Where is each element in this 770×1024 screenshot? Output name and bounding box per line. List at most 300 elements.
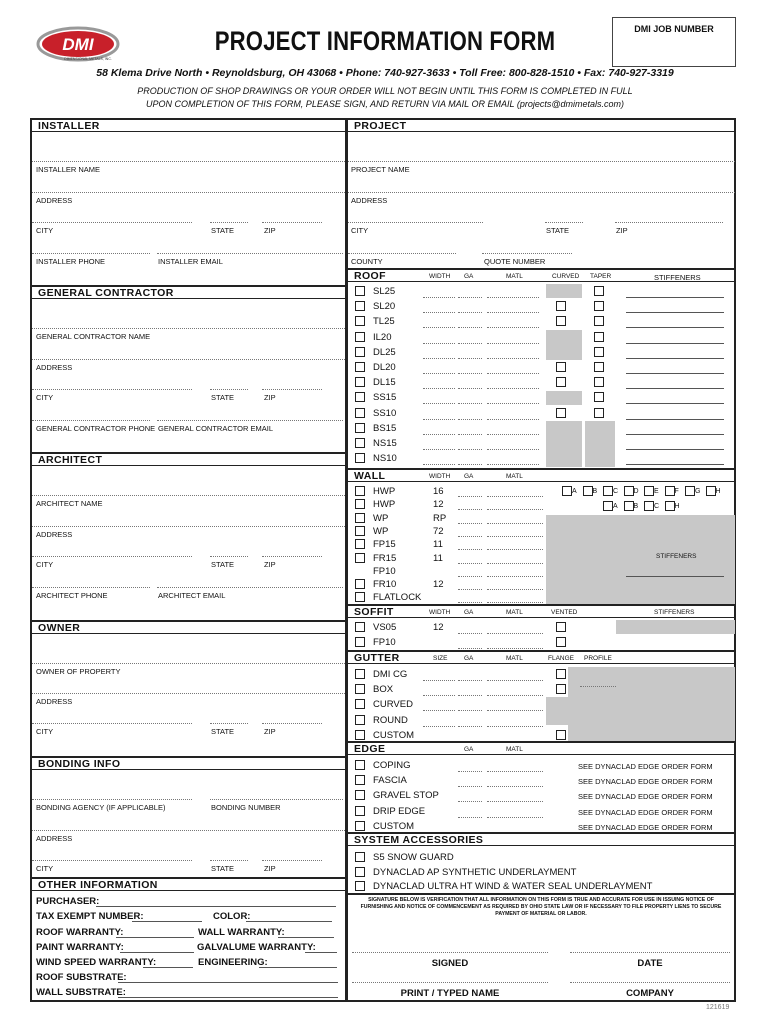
- roof-il20-checkbox[interactable]: [355, 332, 365, 342]
- edge-ga-line[interactable]: [458, 801, 482, 802]
- roof-width-line[interactable]: [423, 373, 455, 374]
- logo-text: DMI: [62, 35, 94, 54]
- edge-gravel-stop-checkbox[interactable]: [355, 790, 365, 800]
- edge-matl-line[interactable]: [487, 817, 543, 818]
- roof-ga-line[interactable]: [458, 312, 482, 313]
- bonding-zip-label: ZIP: [264, 864, 276, 873]
- gc-header: GENERAL CONTRACTOR: [32, 285, 345, 299]
- roof-width-line[interactable]: [423, 403, 455, 404]
- gutter-matl-line[interactable]: [487, 680, 543, 681]
- architect-name-label: ARCHITECT NAME: [36, 499, 103, 508]
- roof-ns10-checkbox[interactable]: [355, 453, 365, 463]
- wall-hwp16-option-a[interactable]: [562, 486, 572, 496]
- edge-col-ga: GA: [464, 746, 474, 753]
- soffit-ga-line[interactable]: [458, 633, 482, 634]
- installer-zip-label: ZIP: [264, 226, 276, 235]
- wall-ga-line[interactable]: [458, 523, 482, 524]
- architect-address-line[interactable]: [32, 526, 345, 527]
- bonding-agency-line[interactable]: [32, 799, 192, 800]
- architect-header: ARCHITECT: [32, 452, 345, 466]
- soffit-col-ga: GA: [464, 609, 474, 616]
- wall-ga-line[interactable]: [458, 509, 482, 510]
- installer-city-label: CITY: [36, 226, 54, 235]
- roof-matl-line[interactable]: [487, 358, 539, 359]
- soffit-col-width: WIDTH: [429, 609, 451, 616]
- gutter-shade-2: [546, 697, 568, 725]
- wall-wp-checkbox[interactable]: [355, 513, 365, 523]
- gutter-size-line[interactable]: [423, 726, 455, 727]
- roof-width-line[interactable]: [423, 312, 455, 313]
- bonding-zip-line[interactable]: [262, 860, 322, 861]
- signed-line[interactable]: [352, 952, 548, 953]
- architect-zip-line[interactable]: [262, 556, 322, 557]
- paint-warranty-line[interactable]: [120, 952, 194, 953]
- wall-substrate-line[interactable]: [118, 997, 338, 998]
- wall-fr10-checkbox[interactable]: [355, 579, 365, 589]
- roof-curved-checkbox[interactable]: [556, 301, 566, 311]
- architect-email-label: ARCHITECT EMAIL: [158, 591, 226, 600]
- roof-ss15-checkbox[interactable]: [355, 392, 365, 402]
- job-number-box[interactable]: [612, 17, 736, 67]
- roof-ga-line[interactable]: [458, 373, 482, 374]
- soffit-vs05-checkbox[interactable]: [355, 622, 365, 632]
- owner-address-line[interactable]: [32, 693, 345, 694]
- roof-stiffeners-line[interactable]: [626, 343, 724, 344]
- architect-address-label: ADDRESS: [36, 530, 73, 539]
- roof-stiffeners-line[interactable]: [626, 464, 724, 465]
- edge-drip-edge-checkbox[interactable]: [355, 806, 365, 816]
- soffit-matl-line[interactable]: [487, 633, 543, 634]
- gutter-ga-line[interactable]: [458, 710, 482, 711]
- wall-matl-line[interactable]: [487, 549, 543, 550]
- architect-email-line[interactable]: [157, 587, 343, 588]
- roof-curved-checkbox[interactable]: [556, 316, 566, 326]
- bonding-address-line[interactable]: [32, 830, 345, 831]
- roof-width-line[interactable]: [423, 327, 455, 328]
- accessory-checkbox-0[interactable]: [355, 852, 365, 862]
- project-city-line[interactable]: [348, 222, 483, 223]
- roof-stiffeners-line[interactable]: [626, 327, 724, 328]
- bonding-city-label: CITY: [36, 864, 54, 873]
- roof-ga-line[interactable]: [458, 343, 482, 344]
- project-zip-line[interactable]: [615, 222, 723, 223]
- project-quote-line[interactable]: [482, 253, 572, 254]
- roof-ga-line[interactable]: [458, 403, 482, 404]
- gc-phone-line[interactable]: [32, 420, 150, 421]
- soffit-shade: [616, 620, 735, 634]
- roof-item-label: NS15: [373, 438, 397, 449]
- roof-item-label: NS10: [373, 453, 397, 465]
- roof-taper-checkbox[interactable]: [594, 301, 604, 311]
- roof-width-line[interactable]: [423, 358, 455, 359]
- owner-city-line[interactable]: [32, 723, 192, 724]
- roof-ga-line[interactable]: [458, 434, 482, 435]
- roof-matl-line[interactable]: [487, 343, 539, 344]
- wall-ga-line[interactable]: [458, 563, 482, 564]
- edge-coping-checkbox[interactable]: [355, 760, 365, 770]
- roof-stiffeners-line[interactable]: [626, 403, 724, 404]
- installer-state-label: STATE: [211, 226, 235, 235]
- purchaser-line[interactable]: [96, 906, 336, 907]
- roof-ga-line[interactable]: [458, 388, 482, 389]
- roof-width-line[interactable]: [423, 419, 455, 420]
- bonding-state-label: STATE: [211, 864, 235, 873]
- gc-address-line[interactable]: [32, 359, 345, 360]
- other-header: OTHER INFORMATION: [32, 877, 345, 891]
- wall-hwp16-option-d[interactable]: [624, 486, 634, 496]
- roof-header: ROOF: [348, 268, 735, 282]
- roof-matl-line[interactable]: [487, 419, 539, 420]
- wall-hwp12-option-b[interactable]: [624, 501, 634, 511]
- wall-option-letter: C: [613, 488, 619, 495]
- roof-stiffeners-line[interactable]: [626, 358, 724, 359]
- soffit-ga-line[interactable]: [458, 648, 482, 649]
- gutter-ga-line[interactable]: [458, 726, 482, 727]
- wall-ga-line[interactable]: [458, 549, 482, 550]
- roof-curved-checkbox[interactable]: [556, 377, 566, 387]
- roof-width-line[interactable]: [423, 464, 455, 465]
- gutter-curved-checkbox[interactable]: [355, 699, 365, 709]
- roof-matl-line[interactable]: [487, 403, 539, 404]
- wall-option-letter: D: [633, 488, 639, 495]
- engineering-label: ENGINEERING:: [198, 957, 268, 968]
- roof-stiffeners-line[interactable]: [626, 388, 724, 389]
- gutter-matl-line[interactable]: [487, 726, 543, 727]
- edge-ga-line[interactable]: [458, 786, 482, 787]
- gutter-col-flange: FLANGE: [548, 655, 575, 662]
- gutter-size-line[interactable]: [423, 710, 455, 711]
- roof-taper-checkbox[interactable]: [594, 377, 604, 387]
- gutter-item-label: ROUND: [373, 714, 408, 726]
- edge-ga-line[interactable]: [458, 771, 482, 772]
- wall-option-letter: F: [674, 488, 679, 495]
- roof-stiffeners-line[interactable]: [626, 434, 724, 435]
- wall-hwp-checkbox[interactable]: [355, 499, 365, 509]
- gc-zip-line[interactable]: [262, 389, 322, 390]
- owner-zip-line[interactable]: [262, 723, 322, 724]
- edge-item-label: FASCIA: [373, 775, 407, 787]
- installer-name-line[interactable]: [32, 161, 345, 162]
- installer-phone-line[interactable]: [32, 253, 150, 254]
- edge-item-label: DRIP EDGE: [373, 805, 426, 817]
- edge-ga-line[interactable]: [458, 817, 482, 818]
- signed-label: SIGNED: [431, 958, 469, 969]
- roof-item-label: IL20: [373, 331, 392, 343]
- installer-address-label: ADDRESS: [36, 196, 73, 205]
- gc-email-label: GENERAL CONTRACTOR EMAIL: [158, 424, 274, 433]
- wall-matl-line[interactable]: [487, 536, 543, 537]
- accessory-checkbox-1[interactable]: [355, 867, 365, 877]
- wall-flatlock-checkbox[interactable]: [355, 592, 365, 602]
- installer-city-line[interactable]: [32, 222, 192, 223]
- roof-matl-line[interactable]: [487, 434, 539, 435]
- roof-stiffeners-line[interactable]: [626, 373, 724, 374]
- wall-option-letter: H: [715, 488, 721, 495]
- installer-address-line[interactable]: [32, 192, 345, 193]
- roof-sl20-checkbox[interactable]: [355, 301, 365, 311]
- gutter-round-checkbox[interactable]: [355, 715, 365, 725]
- revision-code: 121619: [706, 1004, 730, 1011]
- roof-ns15-checkbox[interactable]: [355, 438, 365, 448]
- wind-speed-warranty-line[interactable]: [143, 967, 193, 968]
- soffit-item-width: 12: [433, 622, 444, 633]
- project-county-label: COUNTY: [351, 257, 383, 266]
- gutter-ga-line[interactable]: [458, 680, 482, 681]
- roof-substrate-label: ROOF SUBSTRATE:: [36, 972, 127, 983]
- wall-item-width: RP: [433, 512, 447, 524]
- wall-item-label: FLATLOCK: [373, 592, 422, 604]
- edge-item-label: COPING: [373, 760, 411, 771]
- wall-hwp12-option-c[interactable]: [644, 501, 654, 511]
- roof-curved-checkbox[interactable]: [556, 408, 566, 418]
- gutter-ga-line[interactable]: [458, 695, 482, 696]
- wall-matl-line[interactable]: [487, 589, 543, 590]
- roof-col-stiffeners: STIFFENERS: [654, 273, 701, 282]
- edge-matl-line[interactable]: [487, 801, 543, 802]
- wall-hwp12-option-h[interactable]: [665, 501, 675, 511]
- gutter-size-line[interactable]: [423, 680, 455, 681]
- wall-option-letter: B: [633, 503, 639, 510]
- edge-custom-checkbox[interactable]: [355, 821, 365, 831]
- print-name-line[interactable]: [352, 982, 548, 983]
- roof-matl-line[interactable]: [487, 327, 539, 328]
- roof-taper-checkbox[interactable]: [594, 332, 604, 342]
- roof-taper-checkbox[interactable]: [594, 392, 604, 402]
- wall-matl-line[interactable]: [487, 563, 543, 564]
- wall-wp-checkbox[interactable]: [355, 526, 365, 536]
- gc-city-line[interactable]: [32, 389, 192, 390]
- gc-email-line[interactable]: [157, 420, 343, 421]
- bonding-number-line[interactable]: [210, 799, 343, 800]
- wall-fr15-checkbox[interactable]: [355, 553, 365, 563]
- project-state-line[interactable]: [545, 222, 583, 223]
- roof-dl25-checkbox[interactable]: [355, 347, 365, 357]
- wall-fp15-checkbox[interactable]: [355, 539, 365, 549]
- roof-item-label: DL25: [373, 346, 396, 358]
- roof-dl15-checkbox[interactable]: [355, 377, 365, 387]
- roof-matl-line[interactable]: [487, 388, 539, 389]
- roof-ga-line[interactable]: [458, 297, 482, 298]
- wall-matl-line[interactable]: [487, 496, 543, 497]
- architect-state-line[interactable]: [210, 556, 248, 557]
- architect-name-line[interactable]: [32, 495, 345, 496]
- project-header: PROJECT: [348, 118, 735, 132]
- edge-header: EDGE: [348, 741, 735, 755]
- soffit-vented-checkbox[interactable]: [556, 637, 566, 647]
- roof-ga-line[interactable]: [458, 464, 482, 465]
- roof-matl-line[interactable]: [487, 449, 539, 450]
- wall-ga-line[interactable]: [458, 589, 482, 590]
- architect-city-line[interactable]: [32, 556, 192, 557]
- gutter-item-label: CUSTOM: [373, 729, 414, 741]
- project-state-label: STATE: [546, 226, 570, 235]
- gutter-flange-checkbox[interactable]: [556, 669, 566, 679]
- roof-matl-line[interactable]: [487, 312, 539, 313]
- wall-hwp16-option-b[interactable]: [583, 486, 593, 496]
- gutter-size-line[interactable]: [423, 695, 455, 696]
- wall-stiffeners-line[interactable]: [626, 576, 724, 577]
- roof-bs15-checkbox[interactable]: [355, 423, 365, 433]
- gc-phone-label: GENERAL CONTRACTOR PHONE: [36, 424, 156, 433]
- edge-item-label: CUSTOM: [373, 820, 414, 832]
- gutter-col-profile: PROFILE: [584, 655, 612, 662]
- roof-taper-checkbox[interactable]: [594, 316, 604, 326]
- wall-item-label: HWP: [373, 486, 396, 497]
- roof-ga-line[interactable]: [458, 327, 482, 328]
- roof-taper-checkbox[interactable]: [594, 347, 604, 357]
- engineering-line[interactable]: [259, 967, 337, 968]
- soffit-fp10-checkbox[interactable]: [355, 637, 365, 647]
- roof-warranty-line[interactable]: [116, 937, 194, 938]
- wall-item-label: FR15: [373, 552, 397, 564]
- gutter-custom-checkbox[interactable]: [355, 730, 365, 740]
- architect-city-label: CITY: [36, 560, 54, 569]
- roof-dl20-checkbox[interactable]: [355, 362, 365, 372]
- wall-matl-line[interactable]: [487, 523, 543, 524]
- installer-email-line[interactable]: [157, 253, 343, 254]
- roof-substrate-line[interactable]: [118, 982, 338, 983]
- soffit-col-vented: VENTED: [551, 609, 578, 616]
- wall-shade: [546, 515, 735, 605]
- wall-hwp12-option-a[interactable]: [603, 501, 613, 511]
- roof-matl-line[interactable]: [487, 464, 539, 465]
- gutter-profile-line[interactable]: [580, 686, 616, 687]
- roof-tl25-checkbox[interactable]: [355, 316, 365, 326]
- gc-address-label: ADDRESS: [36, 363, 73, 372]
- roof-ga-line[interactable]: [458, 358, 482, 359]
- gutter-box-checkbox[interactable]: [355, 684, 365, 694]
- roof-curved-checkbox[interactable]: [556, 362, 566, 372]
- roof-matl-line[interactable]: [487, 373, 539, 374]
- roof-curved-shade-3: [546, 391, 582, 405]
- gutter-flange-checkbox[interactable]: [556, 684, 566, 694]
- roof-item-label: DL20: [373, 362, 396, 373]
- wall-hwp16-option-c[interactable]: [603, 486, 613, 496]
- gutter-matl-line[interactable]: [487, 695, 543, 696]
- wall-item-width: 12: [433, 499, 444, 511]
- wall-col-ga: GA: [464, 473, 474, 480]
- accessory-checkbox-2[interactable]: [355, 881, 365, 891]
- installer-zip-line[interactable]: [262, 222, 322, 223]
- gc-state-line[interactable]: [210, 389, 248, 390]
- gutter-item-label: BOX: [373, 684, 394, 696]
- roof-ga-line[interactable]: [458, 419, 482, 420]
- gc-name-line[interactable]: [32, 328, 345, 329]
- wall-col-matl: MATL: [506, 473, 523, 480]
- roof-sl25-checkbox[interactable]: [355, 286, 365, 296]
- accessory-item-label: DYNACLAD ULTRA HT WIND & WATER SEAL UNDERLAYMENT: [373, 881, 653, 892]
- wall-option-letter: C: [654, 503, 660, 510]
- bonding-header: BONDING INFO: [32, 756, 345, 770]
- color-line[interactable]: [246, 921, 332, 922]
- wall-hwp-checkbox[interactable]: [355, 486, 365, 496]
- wall-hwp16-option-g[interactable]: [685, 486, 695, 496]
- owner-state-line[interactable]: [210, 723, 248, 724]
- project-name-line[interactable]: [348, 161, 735, 162]
- wall-col-width: WIDTH: [429, 473, 451, 480]
- edge-matl-line[interactable]: [487, 786, 543, 787]
- roof-col-curved: CURVED: [552, 273, 580, 280]
- gutter-col-matl: MATL: [506, 655, 523, 662]
- roof-width-line[interactable]: [423, 449, 455, 450]
- bonding-address-label: ADDRESS: [36, 834, 73, 843]
- gutter-matl-line[interactable]: [487, 710, 543, 711]
- roof-width-line[interactable]: [423, 343, 455, 344]
- edge-see-form-note: SEE DYNACLAD EDGE ORDER FORM: [578, 792, 713, 802]
- wall-item-width: 16: [433, 486, 444, 497]
- installer-state-line[interactable]: [210, 222, 248, 223]
- gc-city-label: CITY: [36, 393, 54, 402]
- wall-item-label: HWP: [373, 499, 396, 511]
- gc-state-label: STATE: [211, 393, 235, 402]
- wall-ga-line[interactable]: [458, 576, 482, 577]
- owner-name-line[interactable]: [32, 663, 345, 664]
- wall-option-letter: A: [613, 503, 618, 510]
- roof-stiffeners-line[interactable]: [626, 419, 724, 420]
- roof-width-line[interactable]: [423, 388, 455, 389]
- project-address-line[interactable]: [348, 192, 735, 193]
- wall-item-label: WP: [373, 525, 389, 537]
- wall-option-letter: E: [654, 488, 659, 495]
- wall-stiffeners-label: STIFFENERS: [656, 553, 697, 560]
- installer-header: INSTALLER: [32, 118, 345, 132]
- roof-taper-checkbox[interactable]: [594, 286, 604, 296]
- soffit-matl-line[interactable]: [487, 648, 543, 649]
- purchaser-label: PURCHASER:: [36, 896, 100, 907]
- wall-option-letter: H: [674, 503, 680, 510]
- wall-warranty-line[interactable]: [278, 937, 334, 938]
- gutter-dmi-cg-checkbox[interactable]: [355, 669, 365, 679]
- wall-hwp16-option-h[interactable]: [706, 486, 716, 496]
- roof-stiffeners-line[interactable]: [626, 449, 724, 450]
- gutter-custom-flange-checkbox[interactable]: [556, 730, 566, 740]
- roof-matl-line[interactable]: [487, 297, 539, 298]
- architect-phone-line[interactable]: [32, 587, 150, 588]
- roof-width-line[interactable]: [423, 297, 455, 298]
- wall-hwp16-option-f[interactable]: [665, 486, 675, 496]
- tax-exempt-line[interactable]: [132, 921, 202, 922]
- project-zip-label: ZIP: [616, 226, 628, 235]
- edge-see-form-note: SEE DYNACLAD EDGE ORDER FORM: [578, 807, 713, 817]
- installer-email-label: INSTALLER EMAIL: [158, 257, 223, 266]
- gutter-item-label: CURVED: [373, 699, 413, 711]
- date-line[interactable]: [570, 952, 730, 953]
- galvalume-warranty-line[interactable]: [305, 952, 337, 953]
- bonding-city-line[interactable]: [32, 860, 192, 861]
- roof-ss10-checkbox[interactable]: [355, 408, 365, 418]
- roof-stiffeners-line[interactable]: [626, 312, 724, 313]
- wall-matl-line[interactable]: [487, 509, 543, 510]
- edge-fascia-checkbox[interactable]: [355, 775, 365, 785]
- roof-taper-checkbox[interactable]: [594, 408, 604, 418]
- wall-ga-line[interactable]: [458, 536, 482, 537]
- wall-matl-line[interactable]: [487, 576, 543, 577]
- soffit-item-label: FP10: [373, 637, 396, 648]
- roof-stiffeners-line[interactable]: [626, 297, 724, 298]
- signature-disclaimer: SIGNATURE BELOW IS VERIFICATION THAT ALL INFORMATION ON THIS FORM IS TRUE AND ACCURATE FOR USE IN ISSUING NOTICE OF FURNISHING AND NOTICE OF COMMENCEMENT AS REQUIRED BY OHIO STATE LAW OR IF NECESSARY TO FILE PROPERTY LIENS TO SECURE PAYMENT OF MATERIAL OR LABOR.: [360, 897, 722, 917]
- roof-ga-line[interactable]: [458, 449, 482, 450]
- bonding-state-line[interactable]: [210, 860, 248, 861]
- company-line[interactable]: [570, 982, 730, 983]
- roof-width-line[interactable]: [423, 434, 455, 435]
- project-county-line[interactable]: [348, 253, 456, 254]
- wall-hwp16-option-e[interactable]: [644, 486, 654, 496]
- edge-matl-line[interactable]: [487, 771, 543, 772]
- wall-ga-line[interactable]: [458, 496, 482, 497]
- soffit-vented-checkbox[interactable]: [556, 622, 566, 632]
- roof-taper-checkbox[interactable]: [594, 362, 604, 372]
- roof-taper-shade: [585, 421, 615, 467]
